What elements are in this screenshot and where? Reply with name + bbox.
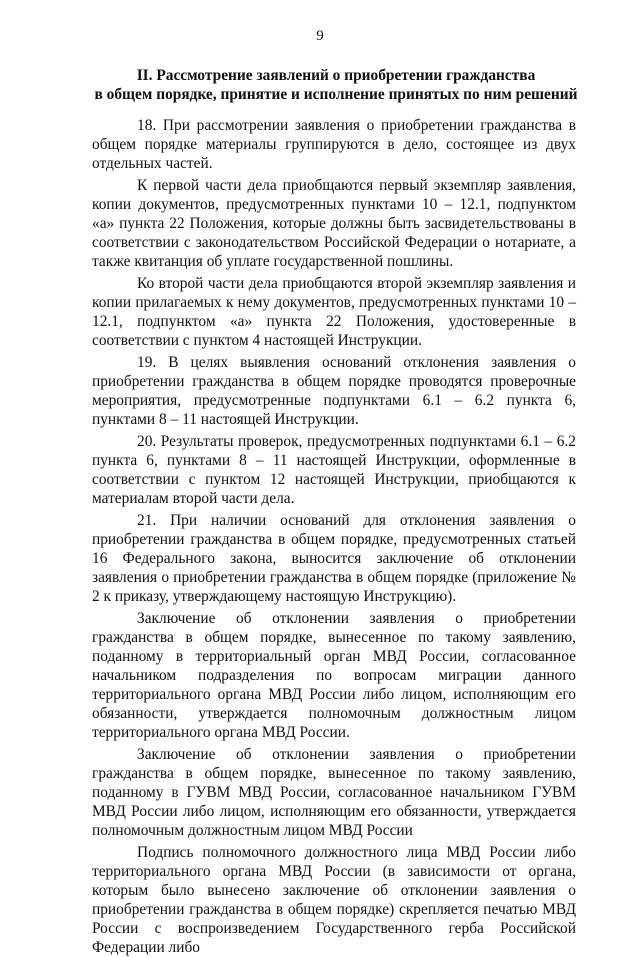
paragraph-conclusion-territorial: Заключение об отклонении заявления о приобретении гражданства в общем порядке, вынесенное по такому заявлению, поданному в территориальный орган МВД России, согласованное начальником подразделения по вопросам миграции данного территориального органа МВД России либо лицом, исполняющим его обязанности, утверждается полномочным должностным лицом территориального органа МВД России.	[92, 610, 576, 741]
paragraph-conclusion-guvm: Заключение об отклонении заявления о приобретении гражданства в общем порядке, вынесенное по такому заявлению, поданному в ГУВМ МВД России, согласованное начальником ГУВМ МВД России либо лицом, исполняющим его обязанности, утверждается полномочным должностным лицом МВД России	[92, 746, 576, 839]
page-number: 9	[316, 28, 324, 44]
paragraph-20: 20. Результаты проверок, предусмотренных подпунктами 6.1 – 6.2 пункта 6, пунктами 8 – 11 настоящей Инструкции, оформленные в соответствии с пунктом 12 настоящей Инструкции, приобщаются к материалам второй части дела.	[92, 433, 576, 507]
paragraph-18: 18. При рассмотрении заявления о приобретении гражданства в общем порядке материалы группируются в дело, состоящее из двух отдельных частей.	[92, 117, 576, 172]
paragraph-first-part: К первой части дела приобщаются первый экземпляр заявления, копии документов, предусмотренных пунктами 10 – 12.1, подпунктом «а» пункта 22 Положения, которые должны быть засвидетельствованы в соответствии с законодательством Российской Федерации о нотариате, а также квитанция об уплате государственной пошлины.	[92, 177, 576, 270]
paragraph-19: 19. В целях выявления оснований отклонения заявления о приобретении гражданства в общем порядке проводятся проверочные мероприятия, предусмотренные подпунктами 6.1 – 6.2 пункта 6, пунктами 8 – 11 настоящей Инструкции.	[92, 354, 576, 428]
section-heading	[92, 66, 580, 104]
paragraph-second-part: Ко второй части дела приобщаются второй экземпляр заявления и копии прилагаемых к нему документов, предусмотренных пунктами 10 – 12.1, подпунктом «а» пункта 22 Положения, удостоверенные в соответствии с пунктом 4 настоящей Инструкции.	[92, 275, 576, 349]
paragraph-21: 21. При наличии оснований для отклонения заявления о приобретении гражданства в общем порядке, предусмотренных статьей 16 Федерального закона, выносится заключение об отклонении заявления о приобретении гражданства в общем порядке (приложение № 2 к приказу, утверждающему настоящую Инструкцию).	[92, 512, 576, 605]
section-heading-line-1: II. Рассмотрение заявлений о приобретении гражданства	[136, 67, 536, 84]
section-heading-line-2: в общем порядке, принятие и исполнение принятых по ним решений	[94, 86, 578, 103]
paragraph-signature: Подпись полномочного должностного лица МВД России либо территориального органа МВД России (в зависимости от органа, которым было вынесено заключение об отклонении заявления о приобретении гражданства в общем порядке) скрепляется печатью МВД России с воспроизведением Государственного герба Российской Федерации либо	[92, 844, 576, 956]
document-body	[92, 116, 576, 957]
